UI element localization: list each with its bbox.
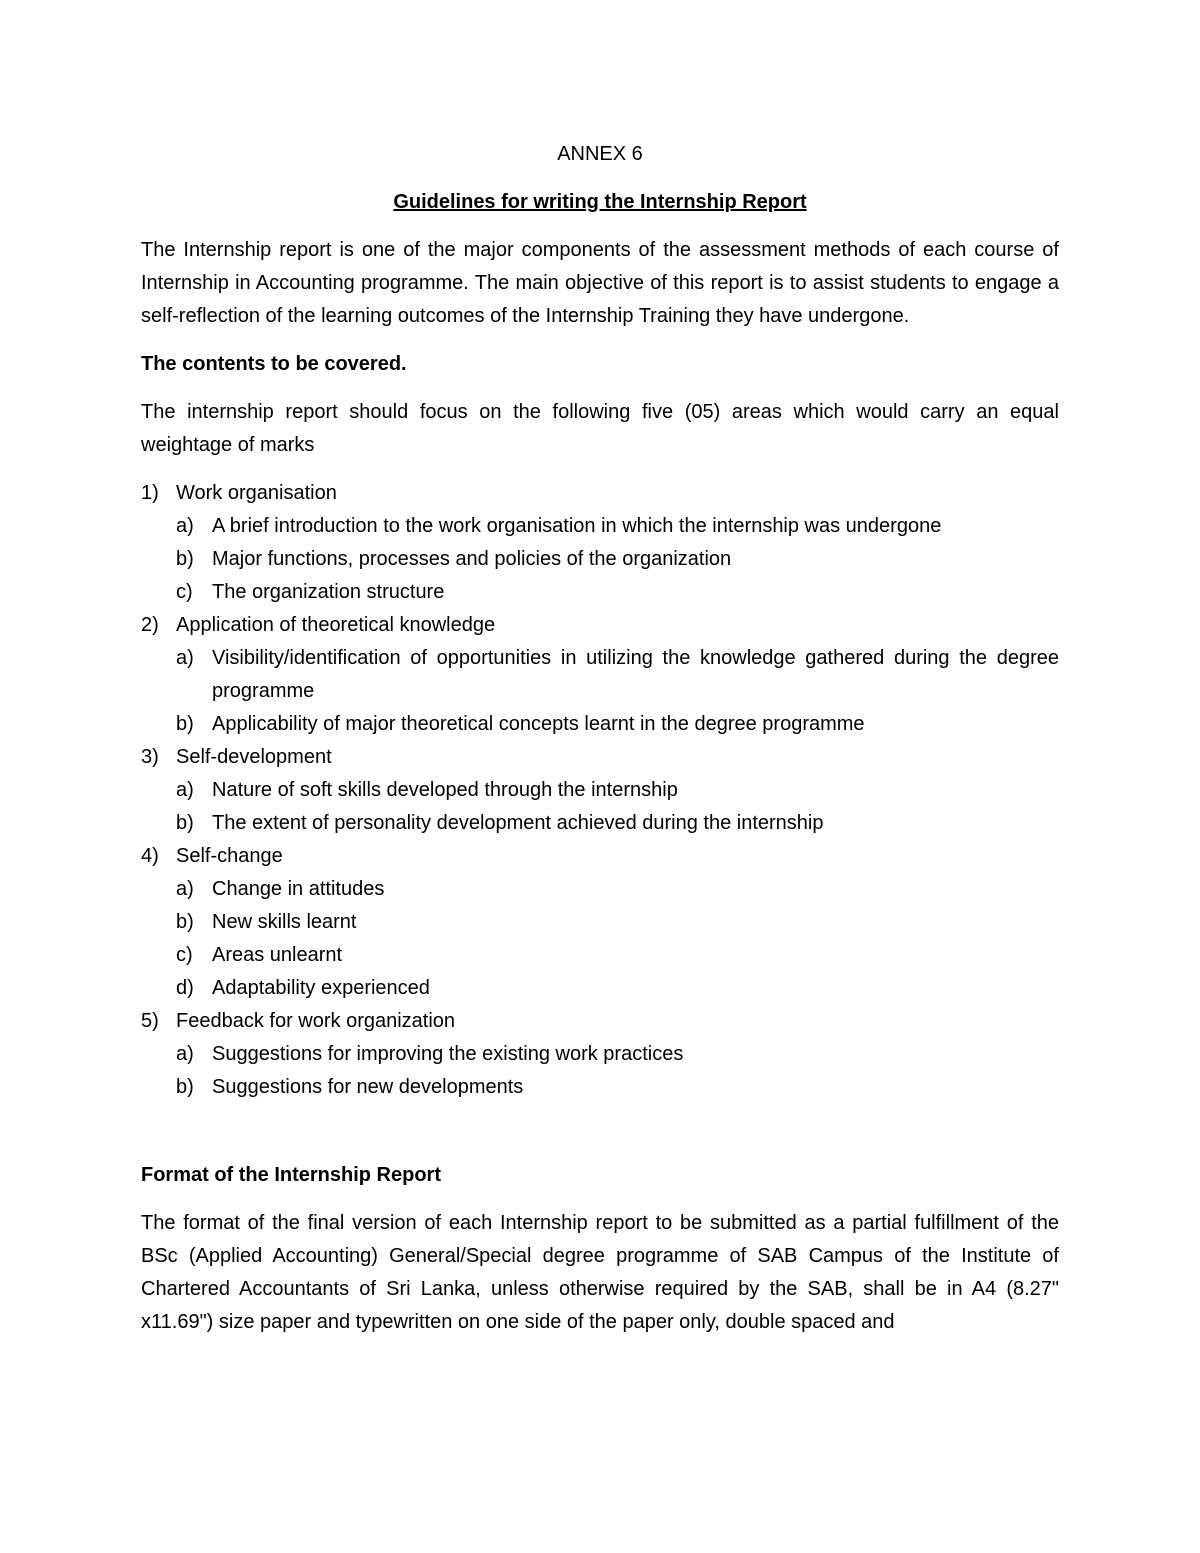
sub-item: [176, 906, 1059, 939]
intro-paragraph: The Internship report is one of the major components of the assessment methods of each course of Internship in Accounting programme. The main objective of this report is to assist students to engage a self-reflection of the learning outcomes of the Internship Training they have undergone.: [141, 239, 1059, 327]
sub-item-text: Suggestions for improving the existing work practices: [212, 1043, 684, 1065]
area-item: [141, 609, 1059, 741]
sub-item: [176, 510, 1059, 543]
sub-item: [176, 708, 1059, 741]
sub-item-letter: a): [176, 647, 194, 669]
area-item: [141, 840, 1059, 1005]
sub-item-letter: d): [176, 977, 194, 999]
sub-item-letter: a): [176, 878, 194, 900]
sub-item: [176, 972, 1059, 1005]
document-body: [141, 138, 1059, 1354]
sub-item-text: Areas unlearnt: [212, 944, 343, 966]
sub-item-text: The extent of personality development achieved during the internship: [212, 812, 824, 834]
area-sublist: [176, 642, 1059, 741]
area-number: 1): [141, 482, 159, 504]
area-label: Feedback for work organization: [176, 1010, 456, 1032]
sub-item-letter: b): [176, 548, 194, 570]
area-sublist: [176, 1038, 1059, 1104]
sub-item-letter: a): [176, 1043, 194, 1065]
area-label: Application of theoretical knowledge: [176, 614, 496, 636]
area-item: [141, 477, 1059, 609]
sub-item-letter: c): [176, 581, 193, 603]
sub-item: [176, 543, 1059, 576]
area-number: 3): [141, 746, 159, 768]
area-label: Work organisation: [176, 482, 337, 504]
sub-item-letter: b): [176, 911, 194, 933]
annex-label: ANNEX 6: [557, 143, 643, 165]
sub-item-letter: a): [176, 779, 194, 801]
sub-item-text: Change in attitudes: [212, 878, 385, 900]
sub-item-text: Major functions, processes and policies of the organization: [212, 548, 732, 570]
sub-item: [176, 1038, 1059, 1071]
sub-item-text: The organization structure: [212, 581, 445, 603]
contents-intro-paragraph: The internship report should focus on the following five (05) areas which would carry an equal weightage of marks: [141, 401, 1059, 456]
area-sublist: [176, 873, 1059, 1005]
area-number: 5): [141, 1010, 159, 1032]
sub-item-text: Suggestions for new developments: [212, 1076, 524, 1098]
sub-item: [176, 873, 1059, 906]
sub-item-text: Applicability of major theoretical concepts learnt in the degree programme: [212, 713, 865, 735]
sub-item-text: New skills learnt: [212, 911, 357, 933]
sub-item-letter: b): [176, 1076, 194, 1098]
areas-list: [141, 477, 1059, 1104]
sub-item-letter: c): [176, 944, 193, 966]
area-sublist: [176, 510, 1059, 609]
sub-item-text: Visibility/identification of opportunities in utilizing the knowledge gathered during the degree programme: [212, 647, 1059, 702]
sub-item: [176, 939, 1059, 972]
section-spacer: [141, 1104, 1059, 1159]
sub-item-text: Adaptability experienced: [212, 977, 430, 999]
sub-item: [176, 807, 1059, 840]
sub-item-text: Nature of soft skills developed through the internship: [212, 779, 678, 801]
area-label: Self-change: [176, 845, 283, 867]
area-number: 4): [141, 845, 159, 867]
sub-item: [176, 576, 1059, 609]
area-number: 2): [141, 614, 159, 636]
sub-item: [176, 774, 1059, 807]
sub-item-text: A brief introduction to the work organisation in which the internship was undergone: [212, 515, 942, 537]
sub-item-letter: b): [176, 713, 194, 735]
area-item: [141, 1005, 1059, 1104]
area-item: [141, 741, 1059, 840]
area-label: Self-development: [176, 746, 332, 768]
sub-item: [176, 642, 1059, 708]
sub-item: [176, 1071, 1059, 1104]
contents-heading: The contents to be covered.: [141, 353, 407, 375]
document-title: Guidelines for writing the Internship Report: [393, 191, 807, 213]
area-sublist: [176, 774, 1059, 840]
sub-item-letter: a): [176, 515, 194, 537]
sub-item-letter: b): [176, 812, 194, 834]
format-heading: Format of the Internship Report: [141, 1164, 441, 1186]
format-paragraph: The format of the final version of each Internship report to be submitted as a partial fulfillment of the BSc (Applied Accounting) General/Special degree programme of SAB Campus of the Institute of Chartered Accountants of Sri Lanka, unless otherwise required by the SAB, shall be in A4 (8.27" x11.69") size paper and typewritten on one side of the paper only, double spaced and: [141, 1212, 1059, 1333]
